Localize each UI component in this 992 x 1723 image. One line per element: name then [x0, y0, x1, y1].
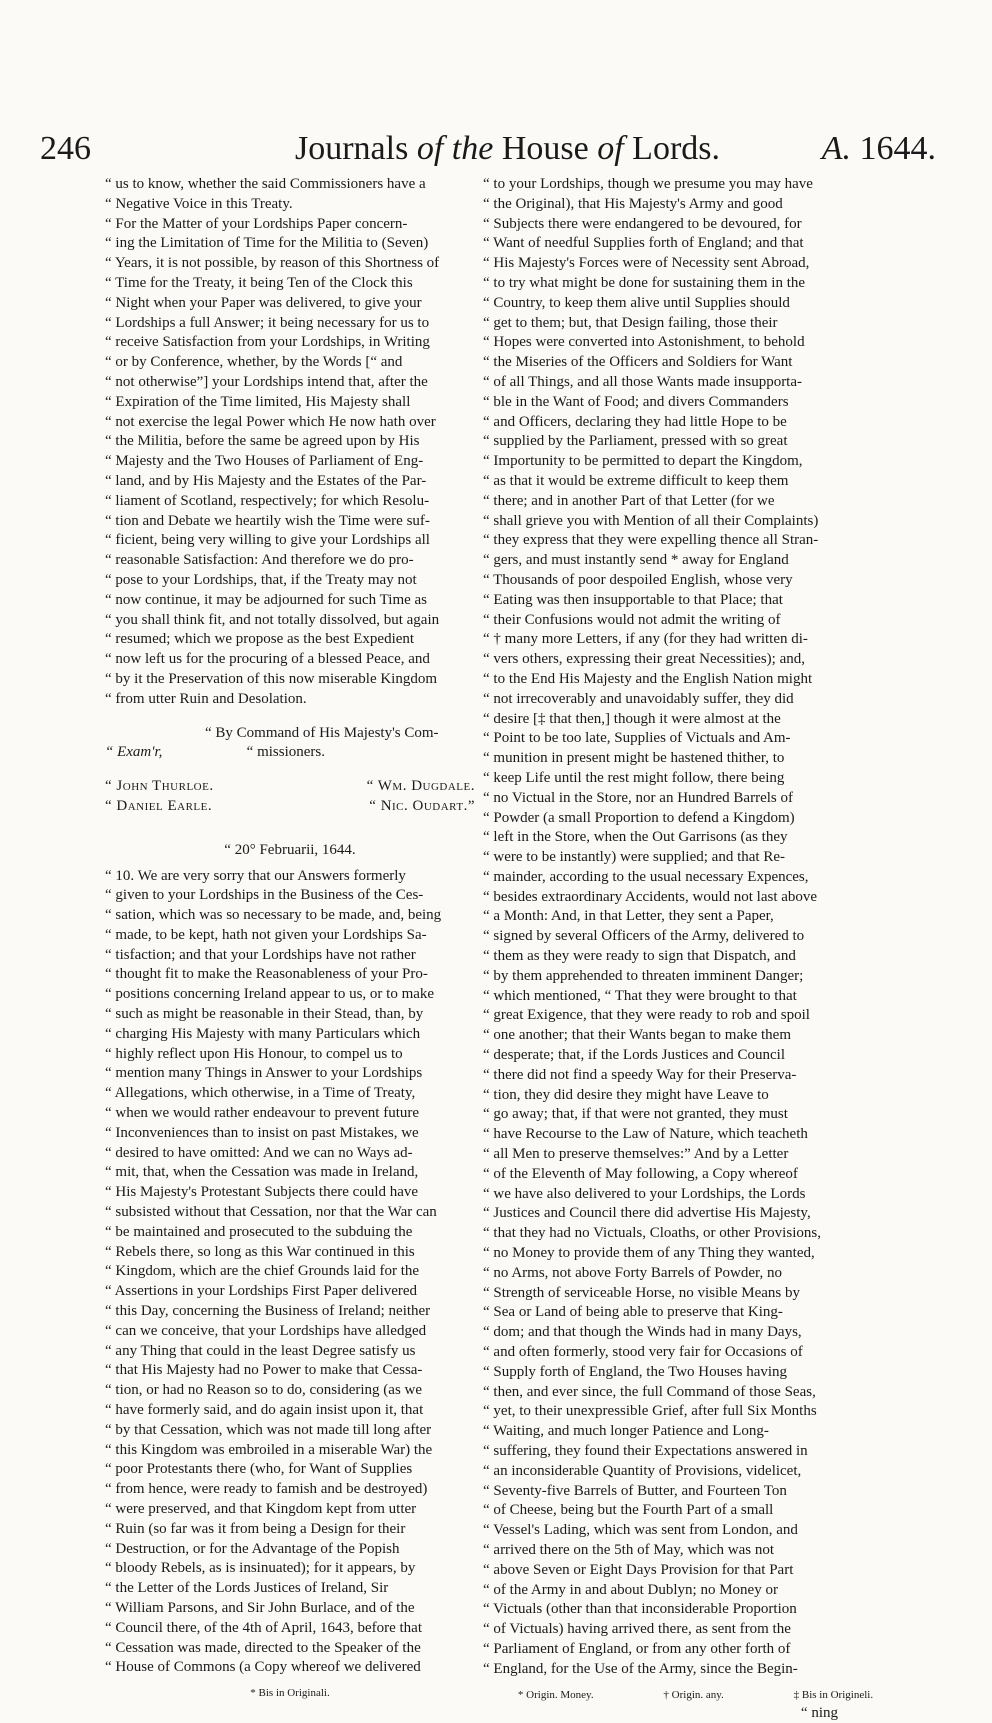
- text-line: “ made, to be kept, hath not given your Lordships Sa-: [105, 926, 427, 943]
- text-line: “ tion, or had no Reason so to do, considering (as we: [105, 1382, 423, 1399]
- text-line: “ bloody Rebels, as is insinuated); for it appears, by: [105, 1560, 416, 1577]
- text-line: “ us to know, whether the said Commissioners have a: [105, 176, 426, 192]
- text-line: “ pose to your Lordships, that, if the Treaty may not: [105, 571, 417, 588]
- text-line: “ left in the Store, when the Out Garrisons (as they: [483, 829, 788, 846]
- text-line: “ arrived there on the 5th of May, which was not: [483, 1541, 775, 1558]
- text-line: “ to the End His Majesty and the English Nation might: [483, 670, 813, 687]
- text-line: “ tion, they did desire they might have Leave to: [483, 1086, 769, 1103]
- text-line: “ gers, and must instantly send * away for England: [483, 552, 789, 569]
- text-line: “ have Recourse to the Law of Nature, which teacheth: [483, 1126, 808, 1143]
- text-line: “ the Miseries of the Officers and Soldiers for Want: [483, 354, 793, 371]
- footnote-bis: ‡ Bis in Origineli.: [793, 1688, 874, 1701]
- text-line: “ House of Commons (a Copy whereof we delivered: [105, 1659, 421, 1676]
- catchword: “ ning: [800, 1704, 838, 1721]
- text-line: “ Allegations, which otherwise, in a Time of Treaty,: [105, 1085, 416, 1102]
- text-line: “ liament of Scotland, respectively; for which Resolu-: [105, 492, 430, 509]
- text-line: “ given to your Lordships in the Business of the Ces-: [105, 887, 424, 904]
- text-line: “ we have also delivered to your Lordships, the Lords: [483, 1185, 806, 1202]
- footnotes-right: [483, 1686, 908, 1704]
- text-line: “ poor Protestants there (who, for Want of Supplies: [105, 1461, 413, 1478]
- text-line: “ as that it would be extreme difficult to keep them: [483, 472, 789, 489]
- right-column-text: [483, 175, 908, 1680]
- text-line: “ not irrecoverably and unavoidably suffer, they did: [483, 690, 794, 707]
- text-line: “ For the Matter of your Lordships Paper concern-: [105, 215, 408, 232]
- text-line: “ Assertions in your Lordships First Paper delivered: [105, 1283, 418, 1300]
- command-line: “ By Command of His Majesty's Com-: [205, 724, 439, 741]
- text-line: “ the Militia, before the same be agreed upon by His: [105, 433, 420, 450]
- signature-earle: “ Daniel Earle.: [105, 797, 213, 814]
- right-column: [483, 175, 908, 1723]
- text-line: “ by them apprehended to threaten imminent Danger;: [483, 967, 804, 984]
- text-line: “ Supply forth of England, the Two Houses having: [483, 1363, 788, 1380]
- text-line: “ supplied by the Parliament, pressed with so great: [483, 433, 788, 450]
- text-line: “ Powder (a small Proportion to defend a Kingdom): [483, 809, 795, 826]
- footnote-any: † Origin. any.: [663, 1688, 724, 1701]
- text-line: “ the Original), that His Majesty's Army and good: [483, 195, 783, 212]
- text-line: “ were preserved, and that Kingdom kept from utter: [105, 1501, 417, 1517]
- text-line: “ their Confusions would not admit the writing of: [483, 611, 781, 628]
- text-line: “ Negative Voice in this Treaty.: [105, 195, 293, 212]
- answer-paragraph: [105, 867, 475, 1679]
- text-line: “ mention many Things in Answer to your Lordships: [105, 1065, 423, 1082]
- text-line: “ ficient, being very willing to give your Lordships all: [105, 532, 430, 549]
- text-line: “ by it the Preservation of this now miserable Kingdom: [105, 670, 438, 687]
- footnote-money: * Origin. Money.: [517, 1688, 594, 1701]
- text-line: “ † many more Letters, if any (for they had written di-: [483, 631, 808, 648]
- text-line: “ no Money to provide them of any Thing they wanted,: [483, 1245, 815, 1262]
- text-line: “ desperate; that, if the Lords Justices and Council: [483, 1047, 785, 1064]
- text-line: “ ing the Limitation of Time for the Militia to (Seven): [105, 235, 429, 252]
- text-line: “ His Majesty's Forces were of Necessity sent Abroad,: [483, 255, 810, 272]
- left-column: [105, 175, 475, 1702]
- text-line: “ mit, that, when the Cessation was made in Ireland,: [105, 1164, 419, 1181]
- text-line: “ this Day, concerning the Business of Ireland; neither: [105, 1303, 431, 1320]
- text-line: “ no Arms, not above Forty Barrels of Powder, no: [483, 1264, 782, 1281]
- text-line: “ an inconsiderable Quantity of Provisions, videlicet,: [483, 1462, 802, 1479]
- text-line: “ Lordships a full Answer; it being necessary for us to: [105, 314, 430, 331]
- text-line: “ of Victuals) having arrived there, as sent from the: [483, 1621, 791, 1638]
- text-line: “ there did not find a speedy Way for their Preserva-: [483, 1066, 797, 1083]
- text-line: “ thought fit to make the Reasonableness of your Pro-: [105, 966, 428, 983]
- page-header: [40, 128, 940, 178]
- text-line: “ of Cheese, being but the Fourth Part of a small: [483, 1502, 774, 1519]
- text-line: “ besides extraordinary Accidents, would not last above: [483, 888, 818, 905]
- text-line: “ Kingdom, which are the chief Grounds laid for the: [105, 1263, 420, 1280]
- commissioners-label: “ missioners.: [246, 744, 325, 761]
- text-line: “ Hopes were converted into Astonishment, to behold: [483, 334, 805, 351]
- text-line: “ them as they were ready to sign that Dispatch, and: [483, 948, 796, 965]
- text-line: “ Seventy-five Barrels of Butter, and Fourteen Ton: [483, 1482, 787, 1499]
- running-title: Journals of the House of Lords.: [295, 130, 720, 167]
- text-line: “ Victuals (other than that inconsiderable Proportion: [483, 1601, 797, 1618]
- text-line: “ go away; that, if that were not granted, they must: [483, 1106, 788, 1123]
- text-line: “ munition in present might be hastened thither, to: [483, 750, 785, 767]
- text-line: “ you shall think fit, and not totally dissolved, but again: [105, 611, 440, 628]
- text-line: “ ble in the Want of Food; and divers Commanders: [483, 393, 789, 410]
- text-line: “ highly reflect upon His Honour, to compel us to: [105, 1045, 403, 1062]
- text-line: “ Destruction, or for the Advantage of the Popish: [105, 1540, 400, 1557]
- text-line: “ yet, to their unexpressible Grief, after full Six Months: [483, 1403, 817, 1420]
- text-line: “ vers others, expressing their great Necessities); and,: [483, 651, 805, 668]
- text-line: “ mainder, according to the usual necessary Expences,: [483, 868, 809, 885]
- signature-oudart: “ Nic. Oudart.”: [369, 797, 475, 814]
- text-line: “ then, and ever since, the full Command of those Seas,: [483, 1383, 816, 1400]
- text-line: “ such as might be reasonable in their Stead, than, by: [105, 1006, 424, 1023]
- text-line: “ that they had no Victuals, Cloaths, or other Provisions,: [483, 1225, 821, 1242]
- text-line: “ suffering, they found their Expectations answered in: [483, 1443, 808, 1459]
- text-line: “ resumed; which we propose as the best Expedient: [105, 631, 415, 648]
- text-line: “ reasonable Satisfaction: And therefore we do pro-: [105, 552, 414, 569]
- text-line: “ by that Cessation, which was not made till long after: [105, 1421, 432, 1438]
- text-line: “ and Officers, declaring they had little Hope to be: [483, 413, 787, 430]
- text-line: “ great Exigence, that they were ready to rob and spoil: [483, 1007, 810, 1024]
- text-line: “ Vessel's Lading, which was sent from London, and: [483, 1522, 798, 1539]
- text-line: “ sation, which was so necessary to be made, and, being: [105, 907, 442, 924]
- text-line: “ Subjects there were endangered to be devoured, for: [483, 215, 802, 232]
- text-line: “ charging His Majesty with many Particulars which: [105, 1025, 421, 1042]
- text-line: “ Strength of serviceable Horse, no visible Means by: [483, 1284, 800, 1301]
- page-number: 246: [40, 130, 91, 167]
- text-line: “ when we would rather endeavour to prevent future: [105, 1105, 420, 1122]
- text-line: “ Parliament of England, or from any other forth of: [483, 1640, 791, 1657]
- text-line: “ shall grieve you with Mention of all their Complaints): [483, 512, 819, 529]
- text-line: “ Eating was then insupportable to that Place; that: [483, 591, 783, 608]
- text-line: “ to your Lordships, though we presume you may have: [483, 176, 813, 192]
- text-line: “ no Victual in the Store, nor an Hundred Barrels of: [483, 789, 793, 806]
- date-heading: “ 20° Februarii, 1644.: [224, 841, 356, 858]
- text-line: “ Council there, of the 4th of April, 1643, before that: [105, 1619, 422, 1636]
- page-year: A. 1644.: [821, 130, 936, 167]
- signature-row-1: [105, 777, 475, 797]
- text-line: “ any Thing that could in the least Degree satisfy us: [105, 1342, 416, 1359]
- footnote-left: * Bis in Originali.: [250, 1687, 330, 1700]
- text-line: “ have formerly said, and do again insist upon it, that: [105, 1402, 424, 1419]
- text-line: “ tion and Debate we heartily wish the Time were suf-: [105, 512, 430, 529]
- text-line: “ subsisted without that Cessation, nor that the War can: [105, 1204, 437, 1221]
- text-line: “ 10. We are very sorry that our Answers formerly: [105, 867, 406, 884]
- text-line: “ Importunity to be permitted to depart the Kingdom,: [483, 453, 803, 470]
- text-line: “ of the Army in and about Dublyn; no Money or: [483, 1581, 778, 1598]
- text-line: “ Expiration of the Time limited, His Majesty shall: [105, 393, 411, 410]
- text-line: “ one another; that their Wants began to make them: [483, 1027, 791, 1044]
- text-line: “ can we conceive, that your Lordships have alledged: [105, 1322, 427, 1339]
- text-line: “ Country, to keep them alive until Supplies should: [483, 294, 790, 311]
- text-line: “ Justices and Council there did advertise His Majesty,: [483, 1205, 811, 1222]
- text-line: “ Rebels there, so long as this War continued in this: [105, 1243, 415, 1260]
- signature-dugdale: “ Wm. Dugdale.: [366, 778, 475, 795]
- text-line: “ Point to be too late, Supplies of Victuals and Am-: [483, 730, 791, 747]
- text-line: “ dom; and that though the Winds had in many Days,: [483, 1324, 802, 1341]
- text-line: “ not exercise the legal Power which He now hath over: [105, 413, 436, 430]
- text-line: “ positions concerning Ireland appear to us, or to make: [105, 986, 435, 1003]
- text-line: “ now left us for the procuring of a blessed Peace, and: [105, 651, 430, 668]
- text-line: “ and often formerly, stood very fair for Occasions of: [483, 1344, 803, 1361]
- exam-label: “ Exam'r,: [105, 744, 163, 761]
- text-line: “ this Kingdom was embroiled in a miserable War) the: [105, 1441, 433, 1458]
- text-line: “ land, and by His Majesty and the Estates of the Par-: [105, 472, 427, 489]
- signature-thurloe: “ John Thurloe.: [105, 778, 214, 795]
- commissioners-paper: [105, 175, 475, 710]
- text-line: “ Inconveniences than to insist on past Mistakes, we: [105, 1124, 419, 1141]
- text-line: “ or by Conference, whether, by the Words [“ and: [105, 354, 403, 371]
- text-line: “ which mentioned, “ That they were brought to that: [483, 987, 797, 1004]
- text-line: “ the Letter of the Lords Justices of Ireland, Sir: [105, 1580, 389, 1597]
- text-line: “ there; and in another Part of that Letter (for we: [483, 492, 775, 509]
- text-line: “ be maintained and prosecuted to the subduing the: [105, 1223, 413, 1240]
- text-line: “ Years, it is not possible, by reason of this Shortness of: [105, 255, 440, 272]
- text-line: “ Night when your Paper was delivered, to give your: [105, 294, 422, 311]
- text-line: “ get to them; but, that Design failing, those their: [483, 314, 778, 331]
- text-line: “ they express that they were expelling thence all Stran-: [483, 532, 819, 549]
- text-line: “ Sea or Land of being able to preserve that King-: [483, 1304, 783, 1321]
- text-line: “ Thousands of poor despoiled English, whose very: [483, 571, 793, 588]
- text-line: “ desire [‡ that then,] though it were almost at the: [483, 710, 781, 727]
- text-line: “ desired to have omitted: And we can no Ways ad-: [105, 1144, 413, 1161]
- text-line: “ to try what might be done for sustaining them in the: [483, 274, 806, 291]
- text-line: “ were to be instantly) were supplied; and that Re-: [483, 849, 785, 866]
- text-line: “ His Majesty's Protestant Subjects there could have: [105, 1184, 419, 1201]
- text-line: “ Time for the Treaty, it being Ten of the Clock this: [105, 274, 413, 291]
- text-line: “ Majesty and the Two Houses of Parliament of Eng-: [105, 453, 424, 470]
- text-line: “ signed by several Officers of the Army, delivered to: [483, 928, 805, 945]
- text-line: “ keep Life until the rest might follow, there being: [483, 769, 785, 786]
- text-line: “ England, for the Use of the Army, since the Begin-: [483, 1660, 798, 1677]
- text-line: “ Waiting, and much longer Patience and Long-: [483, 1423, 769, 1440]
- text-line: “ from utter Ruin and Desolation.: [105, 690, 307, 707]
- text-line: “ tisfaction; and that your Lordships have not rather: [105, 946, 416, 963]
- text-line: “ William Parsons, and Sir John Burlace, and of the: [105, 1599, 415, 1616]
- text-line: “ from hence, were ready to famish and be destroyed): [105, 1481, 428, 1498]
- text-line: “ not otherwise”] your Lordships intend that, after the: [105, 373, 428, 390]
- text-line: “ above Seven or Eight Days Provision for that Part: [483, 1561, 794, 1578]
- signature-row-2: [105, 797, 475, 817]
- text-line: “ Ruin (so far was it from being a Design for their: [105, 1520, 406, 1537]
- text-line: “ a Month: And, in that Letter, they sent a Paper,: [483, 908, 774, 925]
- text-line: “ Want of needful Supplies forth of England; and that: [483, 235, 804, 252]
- text-line: “ receive Satisfaction from your Lordships, in Writing: [105, 334, 430, 351]
- text-line: “ of the Eleventh of May following, a Copy whereof: [483, 1165, 798, 1182]
- text-line: “ all Men to preserve themselves:” And by a Letter: [483, 1146, 789, 1163]
- text-line: “ now continue, it may be adjourned for such Time as: [105, 591, 428, 608]
- text-line: “ of all Things, and all those Wants made insupporta-: [483, 373, 803, 390]
- exam-line: [105, 743, 475, 763]
- text-line: “ that His Majesty had no Power to make that Cessa-: [105, 1362, 423, 1379]
- text-line: “ Cessation was made, directed to the Speaker of the: [105, 1639, 421, 1656]
